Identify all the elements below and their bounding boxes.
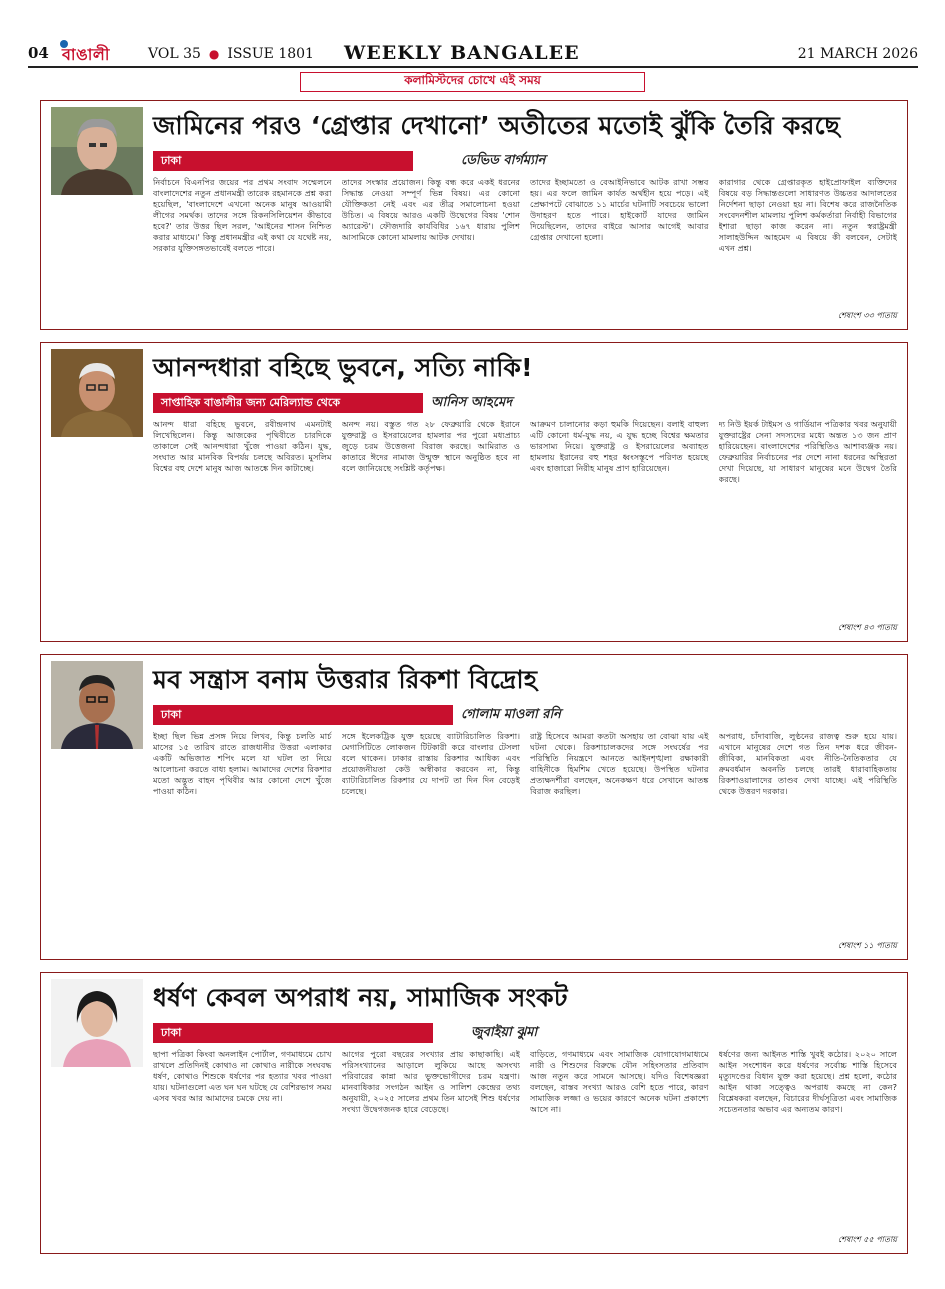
dateline-tag: ঢাকা [153, 151, 413, 171]
column-2: অনন্দ নয়। বস্তুত গত ২৮ ফেব্রুয়ারি থেকে ইরানে যুক্তরাষ্ট্র ও ইসরায়েলের হামলার পর পুরো মধ্যপ্রাচ্য জুড়ে চরম উত্তেজনা বিরাজ করছে। আমিরাত ও কাতারে ঈদের নামাজ উন্মুক্ত স্থানে অনুষ্ঠিত হবে না বলে জানিয়েছে সংশ্লিষ্ট কর্তৃপক্ষ। [341, 419, 520, 473]
headline-text: মব সন্ত্রাস বনাম উত্তরার রিকশা বিদ্রোহ [153, 664, 538, 694]
column-3: বাড়িতে, গণমাধ্যমে এবং সামাজিক যোগাযোগমাধ্যমে নারী ও শিশুদের বিরুদ্ধে যৌন সহিংসতার প্রতিবাদ আজ নতুন করে সামনে আসছে। যদিও বিশেষজ্ঞরা বলছেন, বাস্তব সংখ্যা আরও বেশি হতে পারে, কারণ সামাজিক লজ্জা ও ভয়ের কারণে অনেক ঘটনা প্রকাশ্যে আসে না। [530, 1049, 709, 1114]
newspaper-logo [60, 40, 142, 66]
article-1[interactable] [40, 100, 908, 330]
column-4: অপরাধ, চাঁদাবাজি, লুণ্ঠনের রাজত্ব শুরু হয়ে যায়। এখানে মানুষের দেশে গত তিন দশক ধরে জীবন-জীবিকা, মানবিকতা এবং নীতি-নৈতিকতার যে ক্রমবর্ধমান অবনতি চলছে তারই ধারাবাহিকতায় রিকশাওয়ালাদের তাণ্ডব দেখা যাচ্ছে। এই পরিস্থিতি থেকে উত্তরণ দরকার। [718, 731, 897, 796]
author-photo [51, 661, 143, 749]
author-name: আনিস আহমেদ [431, 395, 513, 410]
column-4: ধর্ষণের জন্য আইনত শাস্তি খুবই কঠোর। ২০২০ সালে আইন সংশোধন করে ধর্ষণের সর্বোচ্চ শাস্তি হিসেবে মৃত্যুদণ্ডের বিধান যুক্ত করা হয়েছে। প্রশ্ন হলো, কঠোর আইন থাকা সত্ত্বেও অপরাধ কমছে না কেন? বিশ্লেষকরা বলছেন, বিচারের দীর্ঘসূত্রিতা এবং সামাজিক সচেতনতার অভাব এর অন্যতম কারণ। [718, 1049, 897, 1114]
column-4: কারাগার থেকে গ্রেপ্তারকৃত হাইপ্রোফাইল ব্যক্তিদের বিষয়ে বড় সিদ্ধান্তগুলো সাধারণত উচ্চতর আদালতের নির্দেশনা ছাড়া নেওয়া হয় না। বিশেষ করে রাজনৈতিক সংবেদনশীল মামলায় পুলিশ কর্মকর্তারা নির্বাহী বিভাগের ইশারা ছাড়া কাজ করেন না। নতুন স্বরাষ্ট্রমন্ত্রী সালাহউদ্দিন আহমেদ এ বিষয়ে কী বলবেন, সেটাই এখন প্রশ্ন। [718, 177, 897, 253]
article-4[interactable] [40, 972, 908, 1254]
column-1: ছাপা পত্রিকা কিংবা অনলাইন পোর্টাল, গণমাধ্যমে চোখ রাখলে প্রতিদিনই কোথাও না কোথাও নারীকে সংঘবদ্ধ ধর্ষণ, কোথাও শিশুকে ধর্ষণের পর হত্যার খবর পাওয়া যায়। ঘটনাগুলো এত ঘন ঘন ঘটছে যে বেশিরভাগ সময় এসব খবর আর আমাদের চমকে দেয় না। [153, 1049, 332, 1103]
column-2: তাদের সংস্কার প্রয়োজন। কিন্তু বন্ধ করে একই ধরনের সিদ্ধান্ত নেওয়া সম্পূর্ণ ভিন্ন বিষয়। এর কোনো যৌক্তিকতা নেই এবং এর তীব্র সমালোচনা হওয়া উচিত। এ বিষয়ে আরও একটি উদ্বেগের বিষয় 'শোন অ্যারেস্ট'। ফৌজদারি কার্যবিধির ১৬৭ ধারায় পুলিশ আসামিকে কোনো মামলায় আটক দেখায়। [341, 177, 520, 242]
article-3[interactable] [40, 654, 908, 960]
section-banner-label: কলামিস্টদের চোখে এই সময় [404, 73, 541, 87]
issue-label: ISSUE 1801 [227, 46, 314, 62]
article-body [153, 1049, 897, 1247]
column-3: রাষ্ট্র হিসেবে আমরা কতটা অসহায় তা বোঝা যায় এই ঘটনা থেকে। রিকশাচালকদের সঙ্গে সংঘর্ষের পর পরিস্থিতি নিয়ন্ত্রণে আনতে আইনশৃঙ্খলা রক্ষাকারী বাহিনীকে হিমশিম খেতে হয়েছে। উপস্থিত ঘটনার প্রত্যক্ষদর্শীরা বলছেন, অনেকক্ষণ ধরে সেখানে আতঙ্ক বিরাজ করছিল। [530, 731, 709, 796]
page-number: 04 [28, 44, 49, 62]
continued-note: শেষাংশ ৩৩ পাতায় [834, 310, 897, 323]
dateline-tag: ঢাকা [153, 1023, 433, 1043]
continued-note: শেষাংশ ৪৩ পাতায় [834, 622, 897, 635]
column-1: ইচ্ছা ছিল ভিন্ন প্রসঙ্গ নিয়ে লিখব, কিন্তু চলতি মার্চ মাসের ১৫ তারিখ রাতে রাজধানীর উত্তরা এলাকার একটি অভিজাত শপিং মলে যা ঘটল তা নিয়ে আলোচনা করতে বাধ্য হলাম। আমাদের দেশের রিকশার মতো অদ্ভুত বাহন পৃথিবীর আর কোনো দেশে খুঁজে পাওয়া কঠিন। [153, 731, 332, 796]
column-3: তাদের ইচ্ছামতো ও বেআইনিভাবে আটক রাখা সম্ভব হয়। এর ফলে জামিন কার্যত অর্থহীন হয়ে পড়ে। এই প্রেক্ষাপটে বোঝাতে ১১ মার্চের ঘটনাটি সবচেয়ে ভালো উদাহরণ হতে পারে। হাইকোর্ট যাদের জামিন দিয়েছিলেন, তাদের বাইরে আসার আগেই আবার গ্রেপ্তার দেখানো হলো। [530, 177, 709, 242]
headline-text: জামিনের পরও ‘গ্রেপ্তার দেখানো’ অতীতের মতোই ঝুঁকি তৈরি করছে [153, 110, 840, 140]
volume-label: VOL 35 [148, 46, 201, 62]
article-body [153, 419, 897, 635]
headline[interactable] [153, 661, 897, 701]
author-photo [51, 979, 143, 1067]
article-body [153, 177, 897, 323]
column-2: সঙ্গে ইলেকট্রিক যুক্ত হয়েছে ব্যাটারিচালিত রিকশা। মেগাসিটিতে লোকজন টিটকারী করে বাংলার টেসলা বলে থাকেন। ঢাকার রাস্তায় রিকশার আধিক্য এবং প্রয়োজনীয়তা কেউ অস্বীকার করবেন না, কিন্তু ব্যাটারিচালিত রিকশার যে দাপট তা দিন দিন বেড়েই চলেছে। [341, 731, 520, 796]
issue-date: 21 MARCH 2026 [797, 46, 918, 62]
section-banner [300, 72, 645, 92]
headline-text: ধর্ষণ কেবল অপরাধ নয়, সামাজিক সংকট [153, 982, 568, 1012]
column-3: আক্রমণ চালানোর কড়া হুমকি দিয়েছেন। বলাই বাহুল্য এটি কোনো ধর্ম-যুদ্ধ নয়, এ যুদ্ধ হচ্ছে বিশ্বের ক্ষমতার ভারসাম্য নিয়ে। যুক্তরাষ্ট্র ও ইসরায়েলের অব্যাহত হামলায় ইরানের বহু শহর ধ্বংসস্তূপে পরিণত হয়েছে এবং হাজারো নিরীহ মানুষ প্রাণ হারিয়েছেন। [530, 419, 709, 473]
issue-meta [148, 46, 314, 66]
column-4: দ্য নিউ ইয়র্ক টাইমস ও গার্ডিয়ান পত্রিকার খবর অনুযায়ী যুক্তরাষ্ট্রের সেনা সদস্যদের মধ্যে অন্তত ১৩ জন প্রাণ হারিয়েছেন। বাংলাদেশের পরিস্থিতিও আশাব্যঞ্জক নয়। ফেব্রুয়ারির নির্বাচনের পর দেশে নানা ধরনের অস্থিরতা দেখা দিয়েছে, যা সাধারণ মানুষের মনে উদ্বেগ তৈরি করছে। [718, 419, 897, 484]
headline[interactable] [153, 107, 897, 147]
column-2: আগের পুরো বছরের সংখ্যার প্রায় কাছাকাছি। এই পরিসংখ্যানের আড়ালে লুকিয়ে আছে অসংখ্য পরিবারের কান্না আর ভুক্তভোগীদের চরম যন্ত্রণা। মানবাধিকার সংগঠন আইন ও সালিশ কেন্দ্রের তথ্য অনুযায়ী, ২০২৫ সালের প্রথম তিন মাসেই শিশু ধর্ষণের সংখ্যা উদ্বেগজনক হারে বেড়েছে। [341, 1049, 520, 1114]
author-photo [51, 107, 143, 195]
author-name: ডেভিড বার্গম্যান [461, 153, 546, 168]
headline[interactable] [153, 349, 897, 389]
author-photo [51, 349, 143, 437]
logo-text: বাঙালী [62, 45, 110, 64]
column-1: নির্বাচনে বিএনপির জয়ের পর প্রথম সংবাদ সম্মেলনে বাংলাদেশের নতুন প্রধানমন্ত্রী তারেক রহমানকে প্রশ্ন করা হয়েছিল, 'বাংলাদেশে এখনো অনেক মানুষ আওয়ামী লীগের সমর্থক। তাদের সঙ্গে রিকনসিলিয়েশন কীভাবে হবে?' তার উত্তর ছিল সরল, 'আইনের শাসন নিশ্চিত করার মাধ্যমে।' কিন্তু প্রধানমন্ত্রীর এই কথা যে যথেষ্ট নয়, সরকার যুক্তিসঙ্গতভাবেই বলতে পারে। [153, 177, 332, 253]
dateline-tag: ঢাকা [153, 705, 453, 725]
masthead [28, 38, 918, 68]
column-1: আনন্দ ধারা বহিছে ভুবনে, রবীন্দ্রনাথ এমনটাই লিখেছিলেন। কিন্তু আজকের পৃথিবীতে চারদিকে তাকালে সেই আনন্দধারা খুঁজে পাওয়া কঠিন। যুদ্ধ, সংঘাত আর মানবিক বিপর্যয় চলছে অবিরত। মুসলিম বিশ্বের বহু দেশে মানুষ আজ আতঙ্কে দিন কাটাচ্ছে। [153, 419, 332, 473]
author-name: জুবাইয়া ঝুমা [471, 1025, 538, 1040]
headline-text: আনন্দধারা বহিছে ভুবনে, সত্যি নাকি! [153, 352, 533, 382]
article-2[interactable] [40, 342, 908, 642]
bullet-icon: ● [208, 47, 220, 61]
author-name: গোলাম মাওলা রনি [461, 707, 561, 722]
dateline-tag: সাপ্তাহিক বাঙালীর জন্য মেরিল্যান্ড থেকে [153, 393, 423, 413]
continued-note: শেষাংশ ৫৫ পাতায় [834, 1234, 897, 1247]
paper-name: WEEKLY BANGALEE [343, 42, 580, 64]
article-body [153, 731, 897, 953]
headline[interactable] [153, 979, 897, 1019]
continued-note: শেষাংশ ১১ পাতায় [834, 940, 897, 953]
